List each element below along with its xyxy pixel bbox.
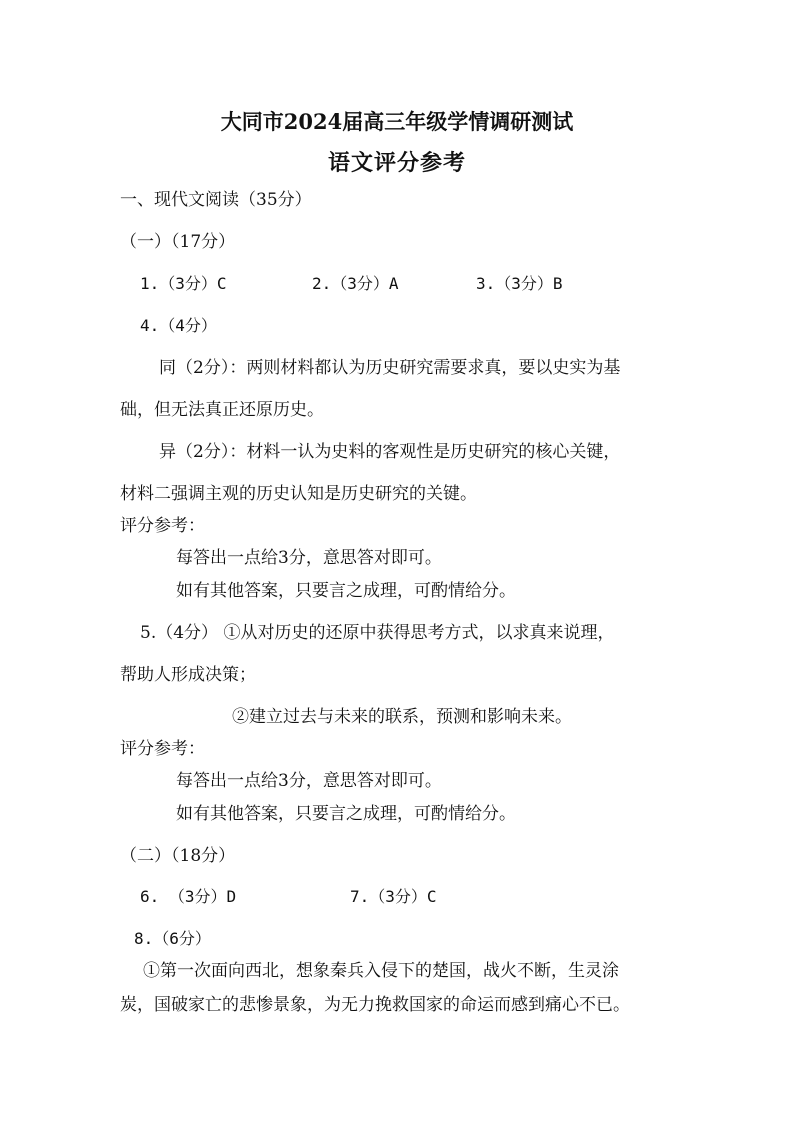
q8-line-2: 炭，国破家亡的悲惨景象，为无力挽救国家的命运而感到痛心不已。: [120, 995, 630, 1015]
q8-heading: 8.（6分）: [134, 929, 211, 948]
answer-q7: 7.（3分）C: [350, 887, 437, 906]
q5-line-3: ②建立过去与未来的联系，预测和影响未来。: [232, 707, 572, 727]
section-1-heading: 一、现代文阅读（35分）: [120, 190, 312, 210]
part-1-heading: （一）（17分）: [120, 232, 236, 252]
q4-diff-line-1: 异（2分）：材料一认为史料的客观性是历史研究的核心关键，: [159, 442, 621, 462]
q4-same-line-2: 础，但无法真正还原历史。: [120, 400, 324, 420]
q4-scoring-point-1: 每答出一点给3分，意思答对即可。: [176, 548, 442, 568]
part-2-heading: （二）（18分）: [120, 846, 236, 866]
q4-heading: 4.（4分）: [140, 316, 217, 335]
answer-q2: 2.（3分）A: [312, 274, 399, 293]
q4-diff-line-2: 材料二强调主观的历史认知是历史研究的关键。: [120, 484, 477, 504]
q5-scoring-label: 评分参考：: [120, 739, 205, 759]
document-title: 大同市2024届高三年级学情调研测试: [220, 109, 574, 134]
q5-scoring-point-2: 如有其他答案，只要言之成理，可酌情给分。: [176, 804, 516, 824]
q4-same-line-1: 同（2分）：两则材料都认为历史研究需要求真，要以史实为基: [159, 358, 621, 378]
q5-scoring-point-1: 每答出一点给3分，意思答对即可。: [176, 771, 442, 791]
q5-line-2: 帮助人形成决策；: [120, 665, 256, 685]
q8-line-1: ①第一次面向西北，想象秦兵入侵下的楚国，战火不断，生灵涂: [143, 961, 619, 981]
document-subtitle: 语文评分参考: [327, 150, 466, 176]
answer-q1: 1.（3分）C: [140, 274, 227, 293]
q4-scoring-label: 评分参考：: [120, 516, 205, 536]
answer-q6: 6. （3分）D: [140, 887, 237, 906]
q5-line-1: 5.（4分） ①从对历史的还原中获得思考方式，以求真来说理，: [140, 623, 615, 643]
answer-q3: 3.（3分）B: [476, 274, 563, 293]
q4-scoring-point-2: 如有其他答案，只要言之成理，可酌情给分。: [176, 581, 516, 601]
